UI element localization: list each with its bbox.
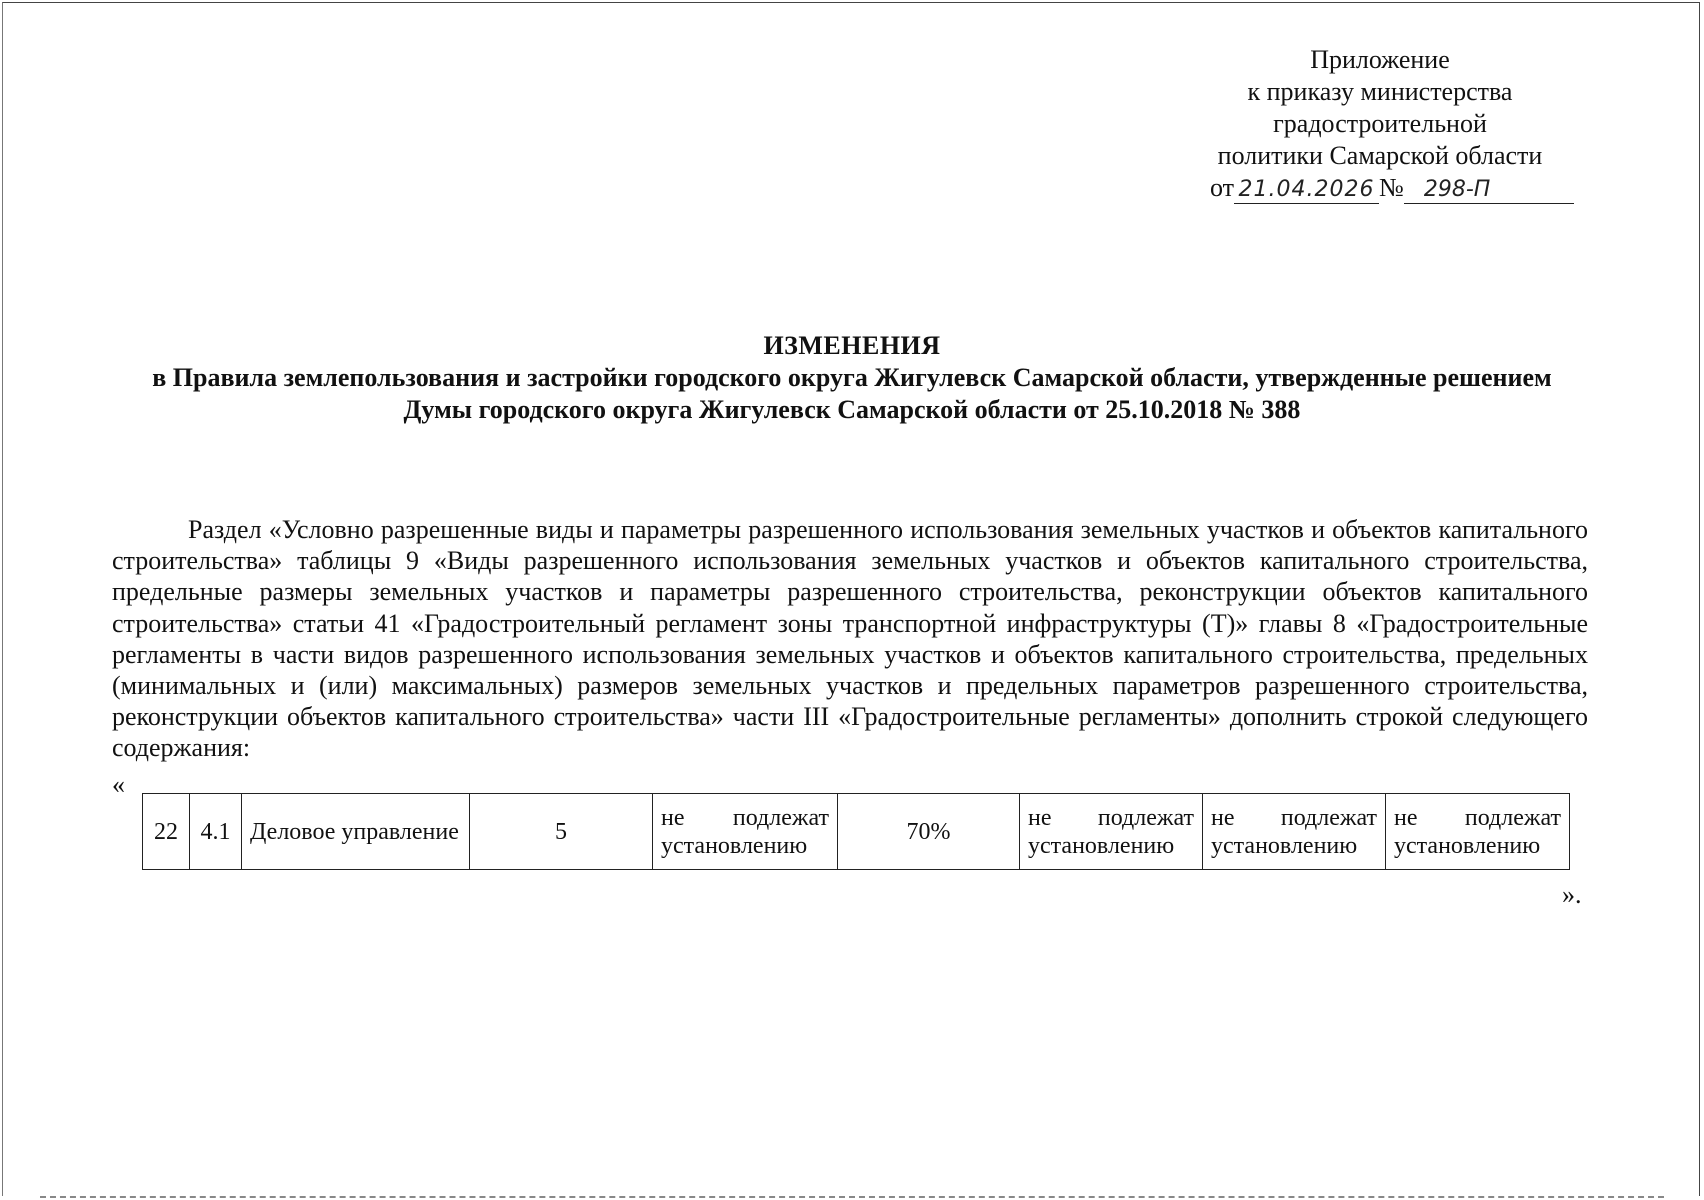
np4-b: подлежат bbox=[1464, 804, 1561, 831]
np3-c: установлению bbox=[1211, 832, 1358, 859]
np2-a: не bbox=[1028, 804, 1052, 831]
np2-c: установлению bbox=[1028, 832, 1175, 859]
body-paragraph: Раздел «Условно разрешенные виды и параметры разрешенного использования земельных участков и объектов капитального строительства» таблицы 9 «Виды разрешенного использования земельных участков и объектов капитального строительства, предельные размеры земельных участков и параметры разрешенного строительства, реконструкции объектов капитального строительства» статьи 41 «Градостроительный регламент зоны транспортной инфраструктуры (Т)» главы 8 «Градостроительные регламенты в части видов разрешенного использования земельных участков и объектов капитального строительства, предельных (минимальных и (или) максимальных) размеров земельных участков и предельных параметров разрешенного строительства, реконструкции объектов капитального строительства» части III «Градостроительные регламенты» дополнить строкой следующего содержания: bbox=[112, 515, 1588, 763]
appendix-line-4: политики Самарской области bbox=[1217, 141, 1543, 170]
cell-not-set-2 bbox=[1020, 794, 1203, 870]
number-label: № bbox=[1379, 173, 1404, 202]
title-heading: ИЗМЕНЕНИЯ bbox=[763, 331, 941, 360]
cell-row-number: 22 bbox=[143, 794, 190, 870]
handwritten-date: 21.04.2026 bbox=[1234, 177, 1379, 204]
cell-use-type: Деловое управление bbox=[242, 794, 470, 870]
amendment-table bbox=[142, 793, 1570, 870]
close-quote: ». bbox=[1562, 880, 1582, 909]
cell-percent: 70% bbox=[838, 794, 1020, 870]
np4-c: установлению bbox=[1394, 832, 1541, 859]
cell-code: 4.1 bbox=[190, 794, 242, 870]
cell-not-set-3 bbox=[1203, 794, 1386, 870]
np3-b: подлежат bbox=[1280, 804, 1377, 831]
appendix-block bbox=[1190, 44, 1570, 204]
np1-a: не bbox=[661, 804, 685, 831]
table-row bbox=[143, 794, 1570, 870]
appendix-line-1: Приложение bbox=[1310, 45, 1450, 74]
from-label: от bbox=[1210, 173, 1235, 202]
title-line-3: Думы городского округа Жигулевск Самарской области от 25.10.2018 № 388 bbox=[403, 395, 1301, 424]
cell-not-set-4 bbox=[1386, 794, 1570, 870]
page-bottom-edge bbox=[40, 1196, 1664, 1198]
np4-a: не bbox=[1394, 804, 1418, 831]
appendix-date-line bbox=[1210, 172, 1570, 204]
np1-c: установлению bbox=[661, 832, 808, 859]
np2-b: подлежат bbox=[1097, 804, 1194, 831]
document-title bbox=[110, 330, 1594, 426]
handwritten-number: 298-П bbox=[1404, 177, 1574, 204]
np3-a: не bbox=[1211, 804, 1235, 831]
cell-value-5: 5 bbox=[470, 794, 653, 870]
open-quote: « bbox=[112, 770, 125, 799]
cell-not-set-1 bbox=[653, 794, 838, 870]
np1-b: подлежат bbox=[732, 804, 829, 831]
appendix-line-2: к приказу министерства bbox=[1247, 77, 1513, 106]
appendix-line-3: градостроительной bbox=[1273, 109, 1487, 138]
title-line-2: в Правила землепользования и застройки городского округа Жигулевск Самарской области, утвержденные решением bbox=[152, 363, 1552, 392]
